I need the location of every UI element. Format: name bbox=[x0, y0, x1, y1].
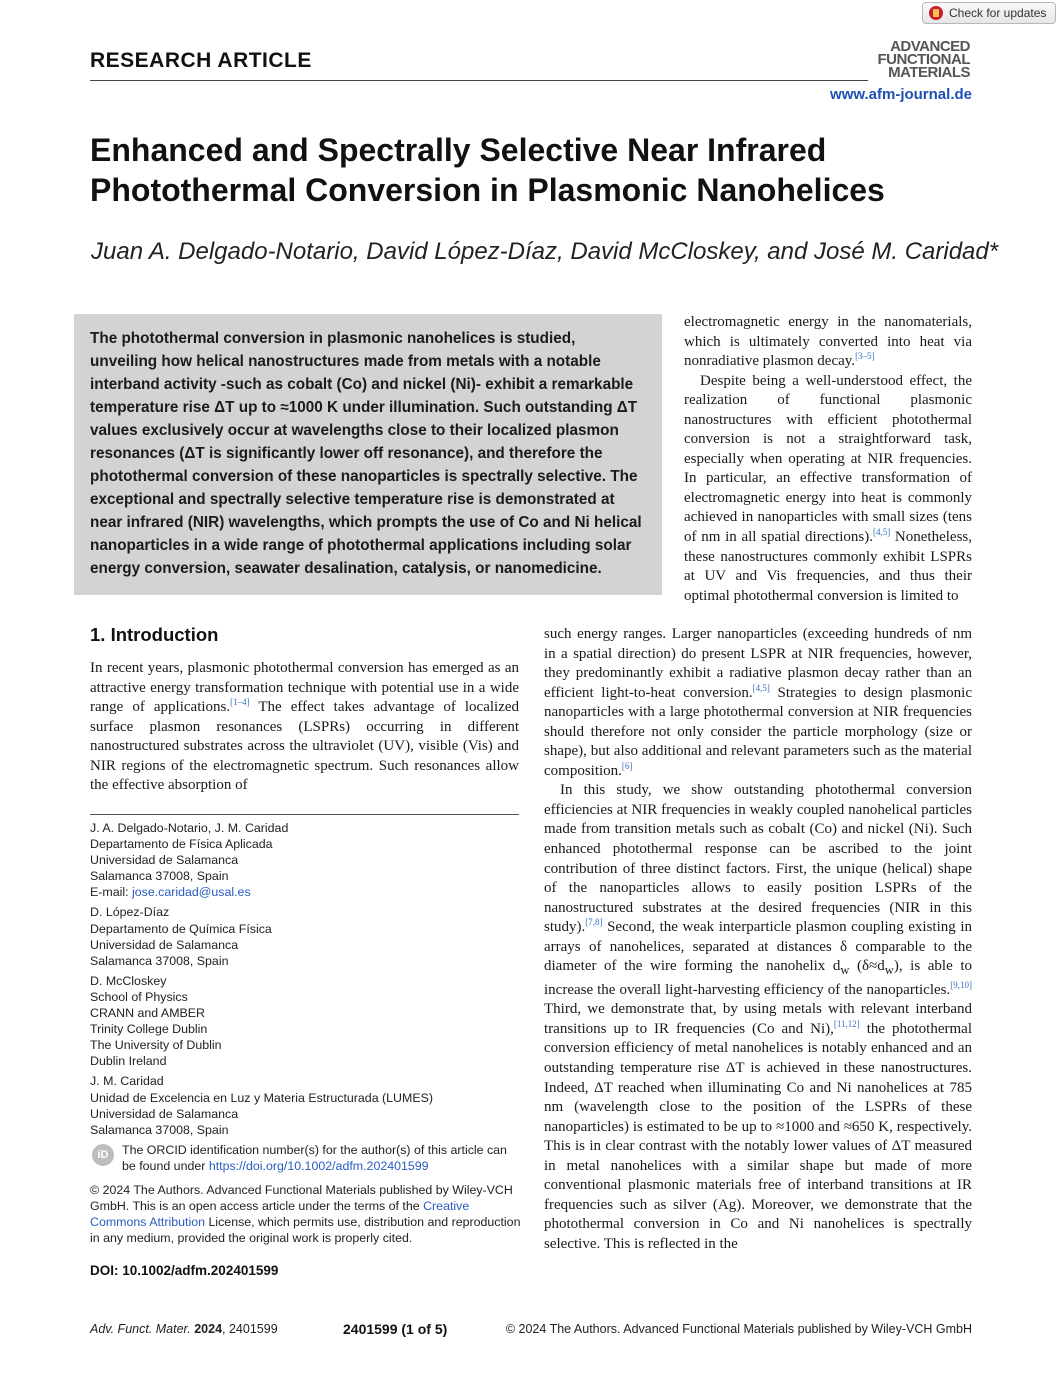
crossmark-icon bbox=[929, 6, 943, 20]
license-note: © 2024 The Authors. Advanced Functional Materials published by Wiley-VCH GmbH. This is an open access article under the terms of the Creative Commons Attribution License, which permits use, distribution and reproduction in any medium, provided the original work is properly cited. bbox=[90, 1182, 521, 1246]
affiliation-block: J. M. Caridad Unidad de Excelencia en Luz y Materia Estructurada (LUMES) Universidad de Salamanca Salamanca 37008, Spain bbox=[90, 1074, 433, 1137]
logo-line-3: MATERIALS bbox=[888, 64, 970, 81]
email-link[interactable]: jose.caridad@usal.es bbox=[132, 885, 251, 900]
orcid-link[interactable]: https://doi.org/10.1002/adfm.202401599 bbox=[208, 1158, 429, 1173]
logo-line-1: ADVANCED bbox=[890, 38, 970, 55]
right-column-top bbox=[684, 313, 972, 606]
orcid-icon: iD bbox=[92, 1144, 114, 1166]
title-line-1: Enhanced and Spectrally Selective Near Infrared bbox=[90, 132, 827, 168]
right-column-bottom bbox=[544, 625, 972, 1255]
citation-link[interactable]: [3–5] bbox=[855, 351, 875, 362]
paragraph: Despite being a well-understood effect, the realization of functional plasmonic nanostructures with efficient photothermal conversion is not a straightforward task, especially when operating at NIR frequencies. In particular, an effective transformation of electromagnetic energy into heat is commonly achieved in nanoparticles with small sizes (tens of nm in all spatial directions).[4,5] Nonetheless, these nanostructures commonly exhibit LSPRs at UV and Vis frequencies, and thus their optimal photothermal conversion is limited to bbox=[684, 372, 973, 604]
title-line-2: Photothermal Conversion in Plasmonic Nanohelices bbox=[90, 172, 885, 208]
cc-license-link[interactable]: Creative Commons Attribution bbox=[90, 1199, 470, 1230]
left-column-intro bbox=[90, 659, 519, 796]
citation-link[interactable]: [11,12] bbox=[833, 1018, 860, 1029]
doi[interactable]: DOI: 10.1002/adfm.202401599 bbox=[90, 1263, 279, 1278]
author-list: Juan A. Delgado-Notario, David López-Díaz, David McCloskey, and José M. Caridad* bbox=[91, 238, 999, 265]
paragraph: electromagnetic energy in the nanomaterials, which is ultimately converted into heat via nonradiative plasmon decay.[3–5] bbox=[684, 314, 972, 370]
paragraph: In recent years, plasmonic photothermal conversion has emerged as an attractive energy transformation technique with potential use in a wide range of applications.[1–4] The effect takes advantage of localized surface plasmon resonances (LSPRs) occurring in different nanostructured substrates across the ultraviolet (UV), visible (Vis) and NIR regions of the electromagnetic spectrum. Such resonances allow the effective absorption of bbox=[90, 660, 520, 794]
affiliation-block: D. López-Díaz Departamento de Química Física Universidad de Salamanca Salamanca 37008, Spain bbox=[90, 905, 272, 968]
section-heading: 1. Introduction bbox=[90, 624, 219, 645]
affiliation-divider bbox=[90, 814, 519, 815]
journal-logo bbox=[878, 40, 971, 79]
abstract bbox=[74, 314, 662, 595]
affiliations bbox=[90, 820, 522, 1246]
article-title bbox=[90, 130, 970, 210]
page-number: 2401599 (1 of 5) bbox=[343, 1321, 448, 1337]
affiliation-block: J. A. Delgado-Notario, J. M. Caridad Departamento de Física Aplicada Universidad de Salamanca Salamanca 37008, Spain E-mail: jose.caridad@usal.es bbox=[90, 820, 522, 900]
check-updates-label: Check for updates bbox=[949, 6, 1047, 20]
citation-link[interactable]: [1–4] bbox=[230, 697, 250, 708]
orcid-note: iD The ORCID identification number(s) for the author(s) of this article can be found under https://doi.org/10.1002/adfm.202401599 bbox=[90, 1142, 522, 1174]
header-divider bbox=[90, 80, 868, 81]
paragraph: such energy ranges. Larger nanoparticles (exceeding hundreds of nm in a spatial direction) do present LSPR at NIR frequencies, however, they predominantly exhibit a radiative plasmon decay rather than an efficient light-to-heat conversion.[4,5] Strategies to design plasmonic nanoparticles with a large photothermal conversion at NIR frequencies should therefore not only consider the particle morphology (size or shape), but also additional and relevant parameters such as the material composition.[6] bbox=[544, 626, 972, 779]
affiliation-block: D. McCloskey School of Physics CRANN and AMBER Trinity College Dublin The University of Dublin Dublin Ireland bbox=[90, 973, 222, 1069]
citation-link[interactable]: [7,8] bbox=[585, 917, 603, 928]
citation-link[interactable]: [4,5] bbox=[752, 682, 770, 693]
citation-link[interactable]: [9,10] bbox=[950, 979, 972, 990]
abstract-text: The photothermal conversion in plasmonic nanohelices is studied, unveiling how helical nanostructures made from metals with a notable interband activity -such as cobalt (Co) and nickel (Ni)- exhibit a remarkable temperature rise ΔT up to ≈1000 K under illumination. Such outstanding ΔT values exclusively occur at wavelengths close to their localized plasmon resonances (ΔT is significantly lower off resonance), and therefore the photothermal conversion of these nanoparticles is spectrally selective. The exceptional and spectrally selective temperature rise is demonstrated at near infrared (NIR) wavelengths, which prompts the use of Co and Ni helical nanoparticles in a wide range of photothermal applications including solar energy conversion, seawater desalination, catalysis, or nanomedicine. bbox=[90, 330, 642, 577]
email-line: E-mail: jose.caridad@usal.es bbox=[90, 885, 251, 900]
footer-citation: Adv. Funct. Mater. 2024, 2401599 bbox=[90, 1322, 278, 1336]
journal-url-link[interactable]: www.afm-journal.de bbox=[830, 86, 972, 103]
logo-line-2: FUNCTIONAL bbox=[877, 51, 970, 68]
citation-link[interactable]: [4,5] bbox=[872, 527, 891, 538]
citation-link[interactable]: [6] bbox=[621, 760, 633, 771]
section-label: RESEARCH ARTICLE bbox=[90, 49, 312, 72]
paragraph: In this study, we show outstanding photothermal conversion efficiencies at NIR frequencies in weakly coupled nanohelical particles made from transition metals such as cobalt (Co) and nickel (Ni). Such enhanced photothermal response can be ascribed to the joint contribution of three distinct factors. First, the unique (helical) shape of the nanoparticles allows to easily position LSPRs of the nanostructured substrates at the desired frequencies (NIR in this study).[7,8] Second, the weak interparticle plasmon coupling existing in arrays of nanohelices, separated at distances δ comparable to the diameter of the wire forming the nanohelix $d_w$ $(\delta\approx d_w)$, is able to increase the overall light-harvesting efficiency of the nanoparticles.[9,10] Third, we demonstrate that, by using metals with relevant interband transitions up to IR frequencies (Co and Ni),[11,12] the photothermal conversion efficiency of metal nanohelices is notably enhanced and an outstanding temperature rise ΔT is achieved in these nanostructures. Indeed, ΔT reached when illuminating Co and Ni nanohelices at 785 nm (wavelength close to the position of the LSPRs of these nanoparticles) is estimated to be up to ≈1000 and ≈650 K, respectively. This is in clear contrast with the notably lower values of ΔT measured in metal nanohelices with a similar shape but made of more conventional plasmonic materials free of interband transitions at IR frequencies such as silver (Ag). Moreover, we demonstrate that the photothermal conversion in Co and Ni nanohelices is spectrally selective. This is reflected in the bbox=[544, 782, 972, 1252]
footer-copyright: © 2024 The Authors. Advanced Functional Materials published by Wiley-VCH GmbH bbox=[505, 1322, 972, 1336]
check-for-updates-button[interactable] bbox=[922, 2, 1056, 24]
